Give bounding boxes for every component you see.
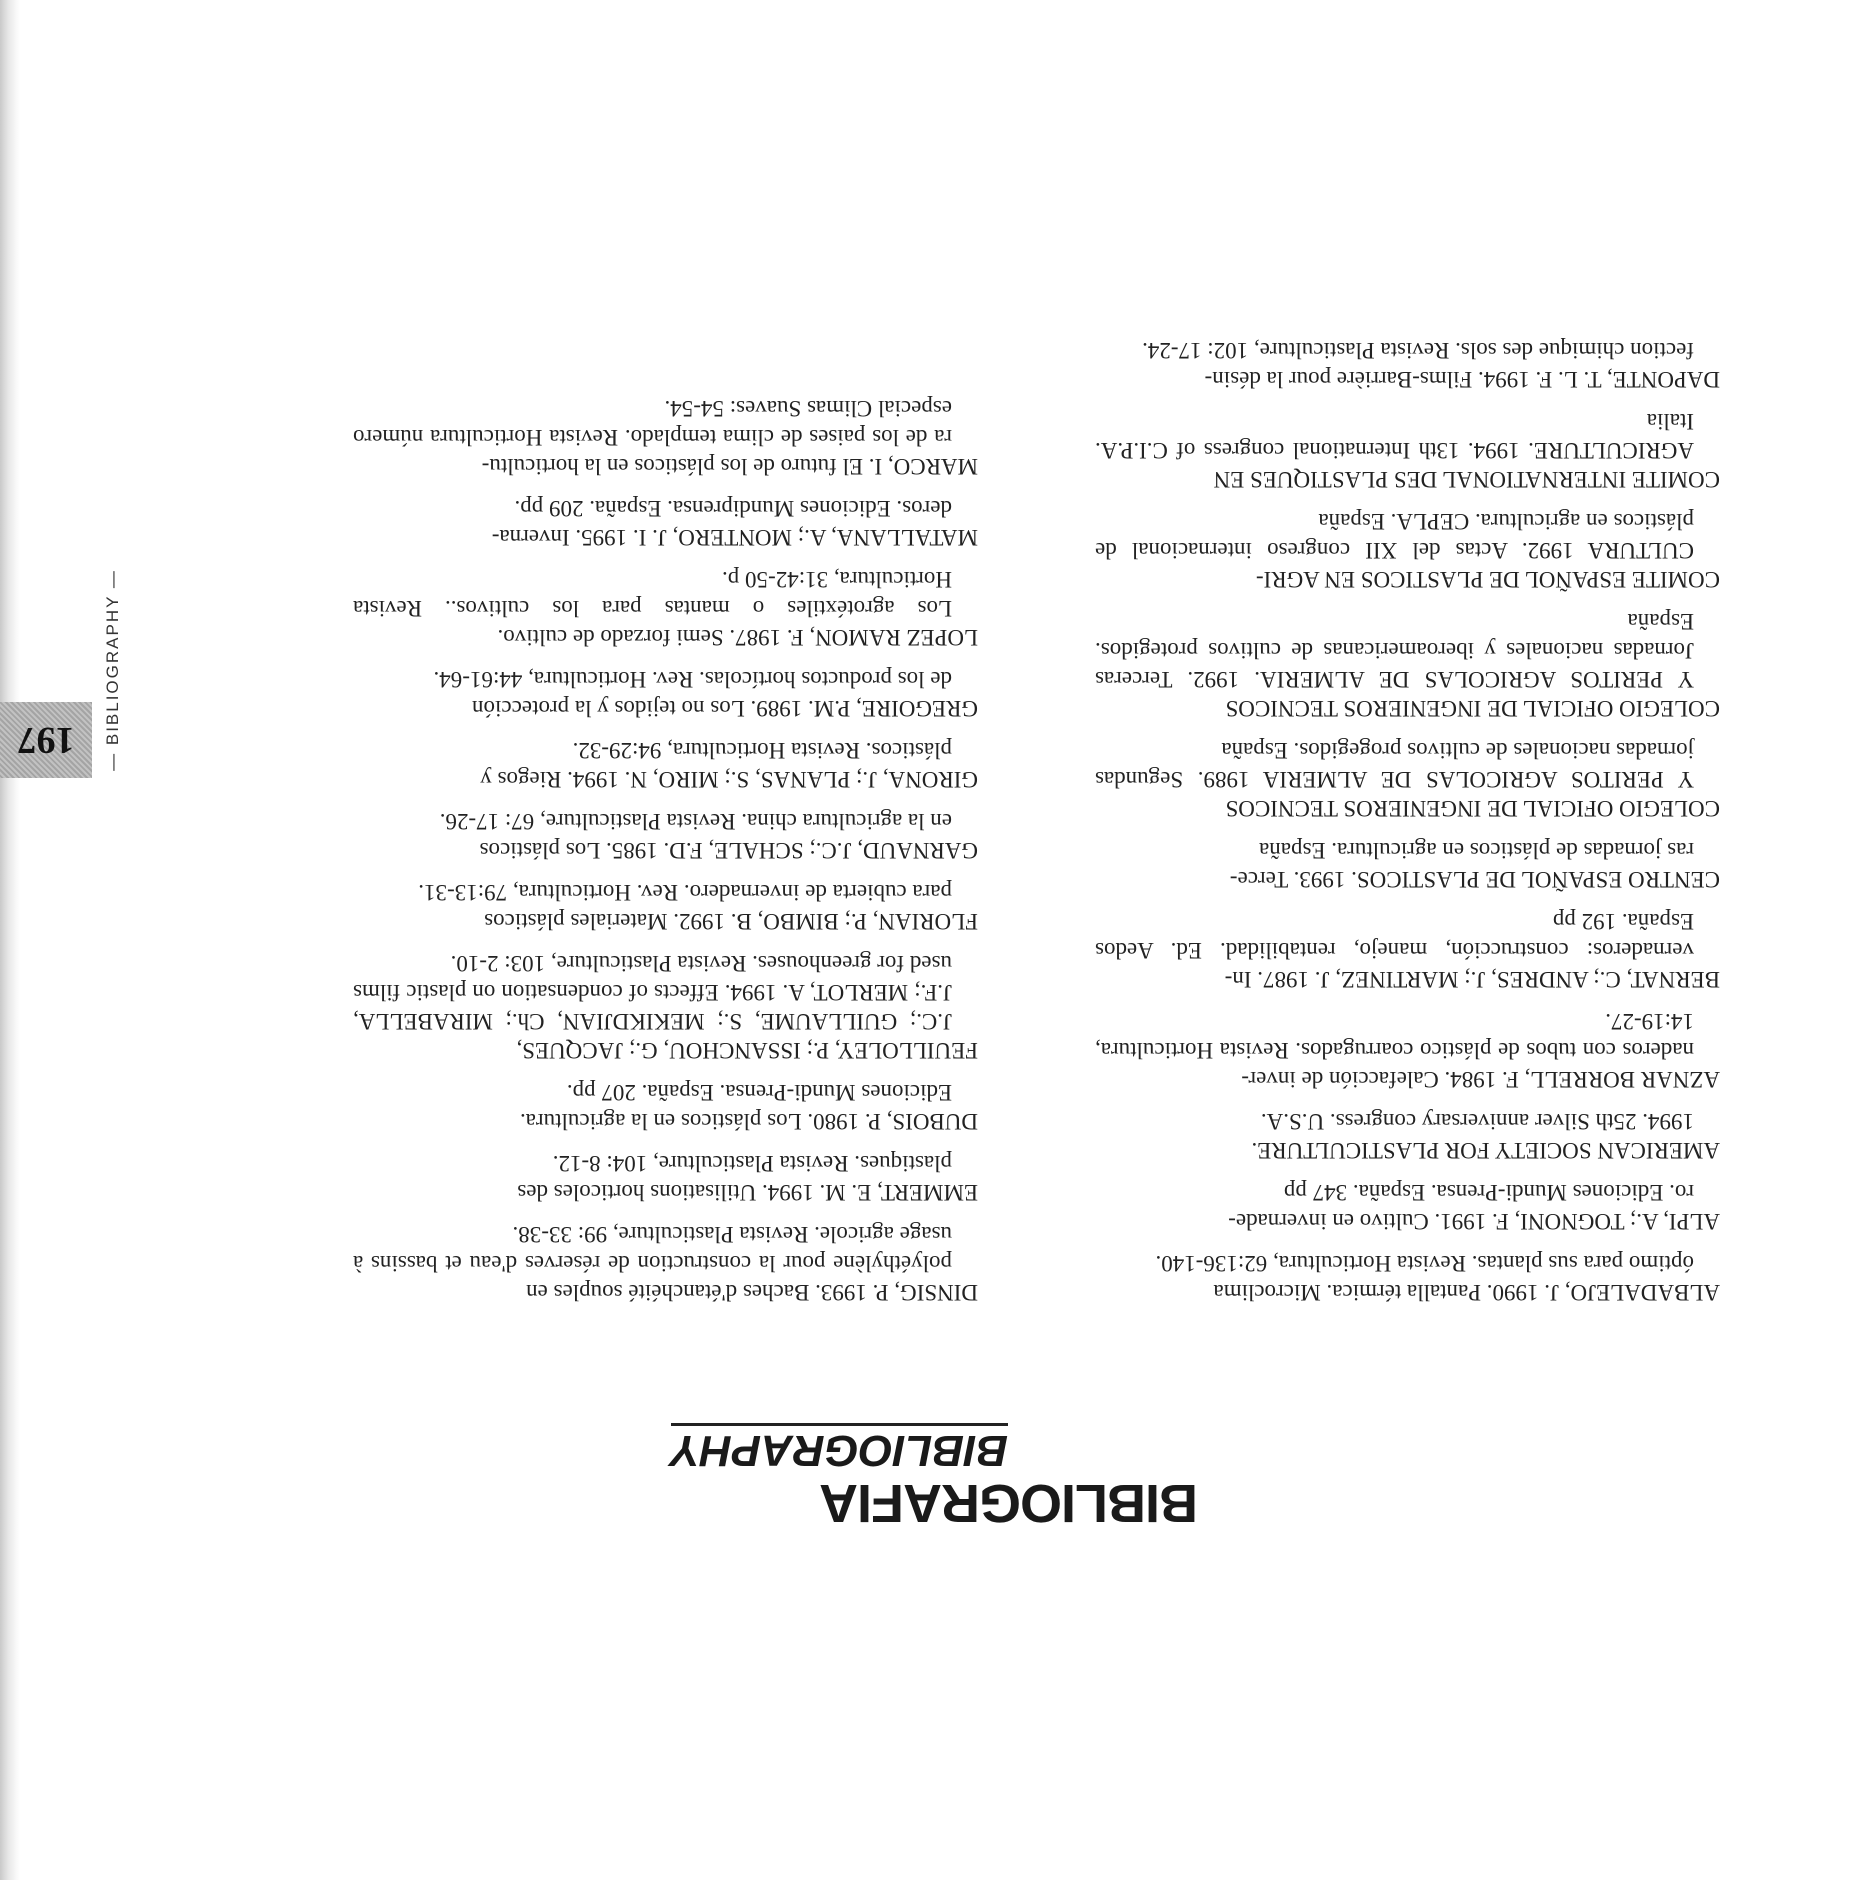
entry-first-line: EMMERT, E. M. 1994. Utilisations horticoles des bbox=[517, 1180, 978, 1205]
entry-first-line: MARCO, I. El futuro de los plásticos en la horticultu- bbox=[481, 454, 978, 479]
entry-continuation: Ediciones Mundi-Prensa. España. 207 pp. bbox=[566, 1080, 952, 1105]
entry-first-line: CENTRO ESPAÑOL DE PLASTICOS. 1993. Terce- bbox=[1229, 867, 1720, 892]
entry-first-line: MATALLANA, A.; MONTERO, J. I. 1995. Inverna- bbox=[491, 525, 978, 550]
bibliography-entry bbox=[353, 878, 978, 936]
bibliography-entry bbox=[353, 1078, 978, 1136]
entry-continuation: J.C.; GUILLAUME, S.; MEKIKDJIAN, Ch.; MIRABELLA, J.F.; MERLOT, A. 1994. Effects of condensation on plastic films used for greenhouses. Revista Plasticulture, 103: 2-10. bbox=[353, 951, 952, 1034]
entry-first-line: FLORIAN, P.; BIMBO, B. 1992. Materiales plásticos bbox=[484, 909, 978, 934]
entry-first-line: COLEGIO OFICIAL DE INGENIEROS TECNICOS bbox=[1225, 796, 1720, 821]
entry-first-line: COMITE ESPAÑOL DE PLASTICOS EN AGRI- bbox=[1255, 567, 1720, 592]
entry-first-line: COMITE INTERNATIONAL DES PLASTIQUES EN bbox=[1213, 467, 1720, 492]
bibliography-entry bbox=[353, 394, 978, 481]
entry-continuation: plastiques. Revista Plasticulture, 104: 8-12. bbox=[552, 1151, 952, 1176]
entry-continuation: vernaderos: construcción, manejo, rentabilidad. Ed. Aedos España. 192 pp bbox=[1095, 909, 1694, 963]
entry-continuation: 1994. 25th Silver anniversary congress. U.S.A. bbox=[1260, 1109, 1694, 1134]
entry-first-line: ALBADALEJO, J. 1990. Pantalla térmica. Microclima bbox=[1213, 1280, 1720, 1305]
bibliography-entry bbox=[353, 949, 978, 1065]
entry-continuation: AGRICULTURE. 1994. 13th International congress of C.I.P.A. Italia bbox=[1095, 409, 1694, 463]
page-number-tab bbox=[0, 702, 92, 778]
bibliography-column-left bbox=[1095, 323, 1720, 1307]
entry-first-line: BERNAT, C.; ANDRES, J.; MARTINEZ, J. 1987. In- bbox=[1224, 967, 1720, 992]
bibliography-entry bbox=[353, 807, 978, 865]
entry-first-line: COLEGIO OFICIAL DE INGENIEROS TECNICOS bbox=[1225, 696, 1720, 721]
entry-first-line: GARNAUD, J.C.; SCHALE, F.D. 1985. Los plásticos bbox=[479, 838, 978, 863]
entry-continuation: CULTURA 1992. Actas del XII congreso internacional de plásticos en agricultura. CEPLA. España bbox=[1095, 509, 1694, 563]
page-number: 197 bbox=[17, 719, 75, 761]
bibliography-column-right bbox=[353, 381, 978, 1307]
entry-first-line: AZNAR BORRELL, F. 1984. Calefacción de inver- bbox=[1241, 1067, 1720, 1092]
entry-first-line: DAPONTE, T. L. F. 1994. Films-Barrière pour la désin- bbox=[1204, 367, 1720, 392]
entry-first-line: ALPI, A.; TOGNONI, F. 1991. Cultivo en invernade- bbox=[1228, 1209, 1720, 1234]
entry-continuation: deros. Ediciones Mundiprensa. España. 209 pp. bbox=[514, 496, 952, 521]
bibliography-entry bbox=[353, 494, 978, 552]
bibliography-entry bbox=[1095, 407, 1720, 494]
bibliography-entry bbox=[353, 736, 978, 794]
entry-continuation: ra de los paises de clima templado. Revista Horticultura número especial Climas Suaves: 54-54. bbox=[353, 396, 952, 450]
entry-continuation: naderos con tubos de plástico coarrugados. Revista Horticultura, 14:19-27. bbox=[1095, 1009, 1694, 1063]
bibliography-entry bbox=[1095, 1178, 1720, 1236]
bibliography-entry bbox=[1095, 1007, 1720, 1094]
entry-continuation: Y PERITOS AGRICOLAS DE ALMERIA 1989. Segundas jornadas nacionales de cultivos progegidos. España bbox=[1095, 738, 1694, 792]
bibliography-entry bbox=[353, 665, 978, 723]
bibliography-entry bbox=[1095, 607, 1720, 723]
entry-continuation: óptimo para sus plantas. Revista Horticultura, 62:136-140. bbox=[1155, 1251, 1694, 1276]
page-heading bbox=[670, 1423, 1198, 1533]
entry-first-line: FEUILLOLEY, P.; ISSANCHOU, G.; JACQUES, bbox=[516, 1038, 978, 1063]
entry-continuation: en la agricultura china. Revista Plasticulture, 67: 17-26. bbox=[439, 809, 952, 834]
bibliography-entry bbox=[1095, 1249, 1720, 1307]
side-section-label bbox=[101, 530, 125, 810]
entry-continuation: Y PERITOS AGRICOLAS DE ALMERIA. 1992. Terceras Jornadas nacionales y iberoamericanas de cultivos protegidos. España bbox=[1095, 609, 1694, 692]
entry-continuation: polyéthylène pour la construction de réserves d'eau et bassins à usage agricole. Revista Plasticulture, 99: 33-38. bbox=[353, 1222, 952, 1276]
entry-first-line: GIRONA, J.; PLANAS, S.; MIRO, N. 1994. Riegos y bbox=[480, 767, 978, 792]
entry-first-line: AMERICAN SOCIETY FOR PLASTICULTURE. bbox=[1251, 1138, 1720, 1163]
bibliography-entry bbox=[1095, 836, 1720, 894]
bibliography-entry bbox=[1095, 1107, 1720, 1165]
entry-first-line: GREGOIRE, P.M. 1989. Los no tejidos y la protección bbox=[472, 696, 978, 721]
bibliography-entry bbox=[1095, 907, 1720, 994]
side-label-text: — BIBLIOGRAPHY — bbox=[103, 569, 122, 771]
entry-continuation: ro. Ediciones Mundi-Prensa. España. 347 pp bbox=[1283, 1180, 1694, 1205]
heading-spanish: BIBLIOGRAFIA bbox=[820, 1473, 1198, 1533]
bibliography-entry bbox=[353, 565, 978, 652]
heading-english: BIBLIOGRAPHY bbox=[671, 1423, 1008, 1474]
bibliography-entry bbox=[1095, 336, 1720, 394]
bibliography-entry bbox=[353, 1220, 978, 1307]
entry-continuation: para cubierta de invernadero. Rev. Horticultura, 79:13-31. bbox=[418, 880, 952, 905]
entry-first-line: DINSIG, P. 1993. Baches d'étanchéité souples en bbox=[526, 1280, 978, 1305]
entry-continuation: de los productos hortícolas. Rev. Horticultura, 44:61-64. bbox=[433, 667, 952, 692]
entry-first-line: DUBOIS, P. 1980. Los plásticos en la agricultura. bbox=[519, 1109, 978, 1134]
entry-first-line: LOPEZ RAMON, F. 1987. Semi forzado de cultivo. bbox=[497, 625, 978, 650]
bibliography-entry bbox=[1095, 507, 1720, 594]
bibliography-entry bbox=[353, 1149, 978, 1207]
entry-continuation: plásticos. Revista Horticultura, 94:29-32. bbox=[572, 738, 952, 763]
entry-continuation: Los agrotéxtiles o mantas para los cultivos.. Revista Horticultura, 31:42-50 p. bbox=[353, 567, 952, 621]
bibliography-entry bbox=[1095, 736, 1720, 823]
entry-continuation: fection chimique des sols. Revista Plasticulture, 102: 17-24. bbox=[1142, 338, 1694, 363]
entry-continuation: ras jornadas de plásticos en agricultura. España bbox=[1259, 838, 1694, 863]
